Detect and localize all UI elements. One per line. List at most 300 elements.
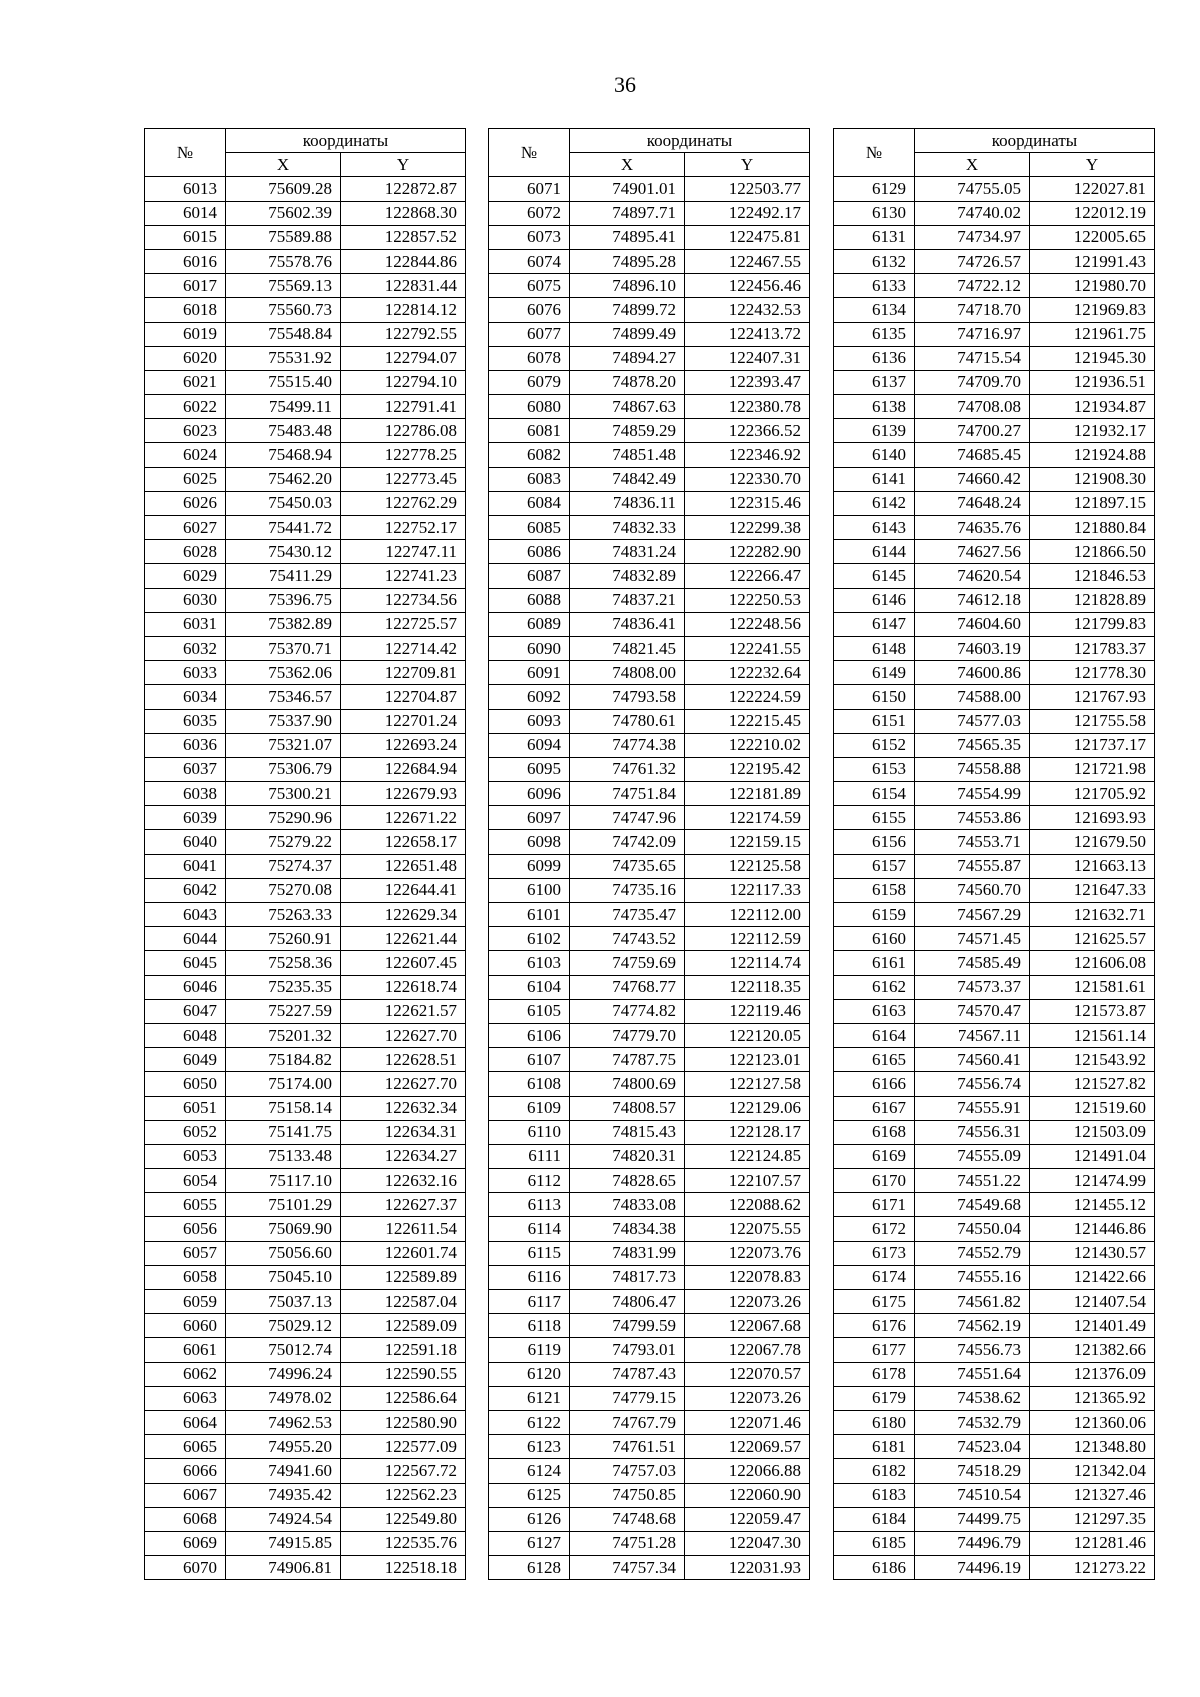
x-coordinate-cell: 74612.18 [915, 588, 1030, 612]
table-row [145, 830, 466, 854]
x-coordinate-cell: 74496.79 [915, 1531, 1030, 1555]
y-coordinate-cell: 122747.11 [341, 540, 466, 564]
table-row [145, 1120, 466, 1144]
table-row [834, 1096, 1155, 1120]
table-row [145, 443, 466, 467]
y-coordinate-cell: 121342.04 [1030, 1459, 1155, 1483]
table-row [145, 1410, 466, 1434]
table-row [489, 564, 810, 588]
table-row [834, 225, 1155, 249]
y-coordinate-cell: 121360.06 [1030, 1410, 1155, 1434]
table-row [145, 1023, 466, 1047]
table-row [489, 1169, 810, 1193]
table-row [145, 636, 466, 660]
point-number-cell: 6022 [145, 395, 226, 419]
table-row [834, 612, 1155, 636]
x-coordinate-cell: 74604.60 [915, 612, 1030, 636]
table-row [489, 467, 810, 491]
table-row [834, 395, 1155, 419]
header-y: Y [341, 153, 466, 177]
table-row [489, 491, 810, 515]
point-number-cell: 6071 [489, 177, 570, 201]
x-coordinate-cell: 74555.87 [915, 854, 1030, 878]
y-coordinate-cell: 122117.33 [685, 878, 810, 902]
y-coordinate-cell: 121348.80 [1030, 1435, 1155, 1459]
x-coordinate-cell: 74962.53 [226, 1410, 341, 1434]
x-coordinate-cell: 74899.49 [570, 322, 685, 346]
point-number-cell: 6061 [145, 1338, 226, 1362]
point-number-cell: 6075 [489, 274, 570, 298]
table-row [834, 1144, 1155, 1168]
y-coordinate-cell: 122224.59 [685, 685, 810, 709]
y-coordinate-cell: 121846.53 [1030, 564, 1155, 588]
y-coordinate-cell: 122073.26 [685, 1386, 810, 1410]
x-coordinate-cell: 74588.00 [915, 685, 1030, 709]
y-coordinate-cell: 122456.46 [685, 274, 810, 298]
point-number-cell: 6139 [834, 419, 915, 443]
y-coordinate-cell: 122475.81 [685, 225, 810, 249]
point-number-cell: 6169 [834, 1144, 915, 1168]
table-row [834, 999, 1155, 1023]
point-number-cell: 6059 [145, 1290, 226, 1314]
y-coordinate-cell: 122299.38 [685, 516, 810, 540]
x-coordinate-cell: 74735.65 [570, 854, 685, 878]
point-number-cell: 6032 [145, 636, 226, 660]
y-coordinate-cell: 122704.87 [341, 685, 466, 709]
table-row [489, 1072, 810, 1096]
table-row [145, 951, 466, 975]
table-row [489, 395, 810, 419]
x-coordinate-cell: 74808.00 [570, 661, 685, 685]
x-coordinate-cell: 74832.89 [570, 564, 685, 588]
x-coordinate-cell: 75411.29 [226, 564, 341, 588]
y-coordinate-cell: 122005.65 [1030, 225, 1155, 249]
y-coordinate-cell: 122794.07 [341, 346, 466, 370]
table-row [834, 661, 1155, 685]
table-row [834, 298, 1155, 322]
point-number-cell: 6118 [489, 1314, 570, 1338]
table-row [145, 1144, 466, 1168]
y-coordinate-cell: 122628.51 [341, 1048, 466, 1072]
point-number-cell: 6166 [834, 1072, 915, 1096]
y-coordinate-cell: 121491.04 [1030, 1144, 1155, 1168]
y-coordinate-cell: 122060.90 [685, 1483, 810, 1507]
point-number-cell: 6164 [834, 1023, 915, 1047]
x-coordinate-cell: 74767.79 [570, 1410, 685, 1434]
y-coordinate-cell: 121606.08 [1030, 951, 1155, 975]
point-number-cell: 6123 [489, 1435, 570, 1459]
table-row [489, 1507, 810, 1531]
point-number-cell: 6034 [145, 685, 226, 709]
table-row [145, 491, 466, 515]
table-row [489, 419, 810, 443]
y-coordinate-cell: 122059.47 [685, 1507, 810, 1531]
point-number-cell: 6152 [834, 733, 915, 757]
coordinates-table-2 [488, 128, 810, 1580]
x-coordinate-cell: 74627.56 [915, 540, 1030, 564]
point-number-cell: 6053 [145, 1144, 226, 1168]
point-number-cell: 6104 [489, 975, 570, 999]
point-number-cell: 6036 [145, 733, 226, 757]
table-row [489, 1314, 810, 1338]
y-coordinate-cell: 122632.16 [341, 1169, 466, 1193]
point-number-cell: 6129 [834, 177, 915, 201]
y-coordinate-cell: 122773.45 [341, 467, 466, 491]
point-number-cell: 6070 [145, 1556, 226, 1580]
point-number-cell: 6017 [145, 274, 226, 298]
y-coordinate-cell: 122366.52 [685, 419, 810, 443]
y-coordinate-cell: 121365.92 [1030, 1386, 1155, 1410]
table-row [834, 201, 1155, 225]
y-coordinate-cell: 122577.09 [341, 1435, 466, 1459]
table-row [834, 1386, 1155, 1410]
point-number-cell: 6016 [145, 249, 226, 273]
table-row [489, 516, 810, 540]
point-number-cell: 6048 [145, 1023, 226, 1047]
y-coordinate-cell: 122679.93 [341, 782, 466, 806]
y-coordinate-cell: 122492.17 [685, 201, 810, 225]
y-coordinate-cell: 121573.87 [1030, 999, 1155, 1023]
x-coordinate-cell: 74774.38 [570, 733, 685, 757]
y-coordinate-cell: 121527.82 [1030, 1072, 1155, 1096]
point-number-cell: 6037 [145, 757, 226, 781]
point-number-cell: 6184 [834, 1507, 915, 1531]
point-number-cell: 6040 [145, 830, 226, 854]
point-number-cell: 6033 [145, 661, 226, 685]
y-coordinate-cell: 122621.44 [341, 927, 466, 951]
x-coordinate-cell: 74906.81 [226, 1556, 341, 1580]
y-coordinate-cell: 122651.48 [341, 854, 466, 878]
y-coordinate-cell: 122047.30 [685, 1531, 810, 1555]
y-coordinate-cell: 121934.87 [1030, 395, 1155, 419]
table-row [489, 1338, 810, 1362]
table-row [145, 1265, 466, 1289]
table-row [834, 733, 1155, 757]
x-coordinate-cell: 74820.31 [570, 1144, 685, 1168]
x-coordinate-cell: 74518.29 [915, 1459, 1030, 1483]
table-row [834, 854, 1155, 878]
x-coordinate-cell: 74896.10 [570, 274, 685, 298]
x-coordinate-cell: 75069.90 [226, 1217, 341, 1241]
x-coordinate-cell: 74556.74 [915, 1072, 1030, 1096]
point-number-cell: 6062 [145, 1362, 226, 1386]
point-number-cell: 6174 [834, 1265, 915, 1289]
x-coordinate-cell: 75045.10 [226, 1265, 341, 1289]
table-row [834, 927, 1155, 951]
x-coordinate-cell: 75012.74 [226, 1338, 341, 1362]
y-coordinate-cell: 122627.70 [341, 1072, 466, 1096]
table-row [834, 636, 1155, 660]
y-coordinate-cell: 121446.86 [1030, 1217, 1155, 1241]
y-coordinate-cell: 122587.04 [341, 1290, 466, 1314]
point-number-cell: 6161 [834, 951, 915, 975]
point-number-cell: 6144 [834, 540, 915, 564]
x-coordinate-cell: 74751.28 [570, 1531, 685, 1555]
y-coordinate-cell: 122181.89 [685, 782, 810, 806]
x-coordinate-cell: 74867.63 [570, 395, 685, 419]
x-coordinate-cell: 74808.57 [570, 1096, 685, 1120]
y-coordinate-cell: 122709.81 [341, 661, 466, 685]
x-coordinate-cell: 74562.19 [915, 1314, 1030, 1338]
point-number-cell: 6116 [489, 1265, 570, 1289]
x-coordinate-cell: 74551.22 [915, 1169, 1030, 1193]
x-coordinate-cell: 75462.20 [226, 467, 341, 491]
y-coordinate-cell: 122248.56 [685, 612, 810, 636]
point-number-cell: 6058 [145, 1265, 226, 1289]
y-coordinate-cell: 122067.78 [685, 1338, 810, 1362]
y-coordinate-cell: 122621.57 [341, 999, 466, 1023]
x-coordinate-cell: 74815.43 [570, 1120, 685, 1144]
y-coordinate-cell: 122159.15 [685, 830, 810, 854]
point-number-cell: 6165 [834, 1048, 915, 1072]
table-row [834, 443, 1155, 467]
point-number-cell: 6088 [489, 588, 570, 612]
x-coordinate-cell: 74836.41 [570, 612, 685, 636]
y-coordinate-cell: 122752.17 [341, 516, 466, 540]
table-row [489, 322, 810, 346]
point-number-cell: 6142 [834, 491, 915, 515]
point-number-cell: 6145 [834, 564, 915, 588]
table-row [834, 1169, 1155, 1193]
y-coordinate-cell: 122012.19 [1030, 201, 1155, 225]
x-coordinate-cell: 74935.42 [226, 1483, 341, 1507]
point-number-cell: 6168 [834, 1120, 915, 1144]
y-coordinate-cell: 122589.09 [341, 1314, 466, 1338]
y-coordinate-cell: 122067.68 [685, 1314, 810, 1338]
point-number-cell: 6099 [489, 854, 570, 878]
x-coordinate-cell: 75499.11 [226, 395, 341, 419]
table-row [489, 225, 810, 249]
y-coordinate-cell: 122073.26 [685, 1290, 810, 1314]
point-number-cell: 6134 [834, 298, 915, 322]
x-coordinate-cell: 75300.21 [226, 782, 341, 806]
table-row [145, 177, 466, 201]
table-row [834, 1120, 1155, 1144]
y-coordinate-cell: 122282.90 [685, 540, 810, 564]
table-row [145, 346, 466, 370]
table-row [834, 830, 1155, 854]
x-coordinate-cell: 74716.97 [915, 322, 1030, 346]
y-coordinate-cell: 122195.42 [685, 757, 810, 781]
table-row [145, 1217, 466, 1241]
point-number-cell: 6103 [489, 951, 570, 975]
x-coordinate-cell: 74774.82 [570, 999, 685, 1023]
x-coordinate-cell: 75184.82 [226, 1048, 341, 1072]
y-coordinate-cell: 122872.87 [341, 177, 466, 201]
x-coordinate-cell: 74726.57 [915, 249, 1030, 273]
table-row [145, 709, 466, 733]
table-row [145, 1435, 466, 1459]
point-number-cell: 6078 [489, 346, 570, 370]
header-coordinates: координаты [226, 129, 466, 153]
point-number-cell: 6186 [834, 1556, 915, 1580]
point-number-cell: 6084 [489, 491, 570, 515]
table-row [145, 1314, 466, 1338]
page-number: 36 [614, 72, 636, 97]
x-coordinate-cell: 74955.20 [226, 1435, 341, 1459]
table-row [834, 1338, 1155, 1362]
point-number-cell: 6031 [145, 612, 226, 636]
table-row [834, 249, 1155, 273]
table-row [489, 1048, 810, 1072]
point-number-cell: 6042 [145, 878, 226, 902]
x-coordinate-cell: 75227.59 [226, 999, 341, 1023]
x-coordinate-cell: 74793.58 [570, 685, 685, 709]
table-row [145, 249, 466, 273]
x-coordinate-cell: 74747.96 [570, 806, 685, 830]
point-number-cell: 6150 [834, 685, 915, 709]
point-number-cell: 6158 [834, 878, 915, 902]
table-row [145, 1193, 466, 1217]
y-coordinate-cell: 122814.12 [341, 298, 466, 322]
y-coordinate-cell: 121778.30 [1030, 661, 1155, 685]
point-number-cell: 6106 [489, 1023, 570, 1047]
x-coordinate-cell: 75337.90 [226, 709, 341, 733]
point-number-cell: 6021 [145, 370, 226, 394]
table-row [145, 467, 466, 491]
table-row [145, 999, 466, 1023]
point-number-cell: 6068 [145, 1507, 226, 1531]
x-coordinate-cell: 74538.62 [915, 1386, 1030, 1410]
x-coordinate-cell: 74600.86 [915, 661, 1030, 685]
x-coordinate-cell: 74715.54 [915, 346, 1030, 370]
y-coordinate-cell: 121647.33 [1030, 878, 1155, 902]
point-number-cell: 6093 [489, 709, 570, 733]
point-number-cell: 6056 [145, 1217, 226, 1241]
x-coordinate-cell: 74743.52 [570, 927, 685, 951]
point-number-cell: 6094 [489, 733, 570, 757]
y-coordinate-cell: 122658.17 [341, 830, 466, 854]
y-coordinate-cell: 121961.75 [1030, 322, 1155, 346]
x-coordinate-cell: 74837.21 [570, 588, 685, 612]
point-number-cell: 6029 [145, 564, 226, 588]
table-row [489, 1193, 810, 1217]
y-coordinate-cell: 122112.00 [685, 903, 810, 927]
point-number-cell: 6185 [834, 1531, 915, 1555]
point-number-cell: 6149 [834, 661, 915, 685]
y-coordinate-cell: 122432.53 [685, 298, 810, 322]
x-coordinate-cell: 74549.68 [915, 1193, 1030, 1217]
y-coordinate-cell: 122792.55 [341, 322, 466, 346]
point-number-cell: 6089 [489, 612, 570, 636]
x-coordinate-cell: 75560.73 [226, 298, 341, 322]
x-coordinate-cell: 74996.24 [226, 1362, 341, 1386]
x-coordinate-cell: 74571.45 [915, 927, 1030, 951]
table-row [145, 225, 466, 249]
x-coordinate-cell: 74978.02 [226, 1386, 341, 1410]
x-coordinate-cell: 75029.12 [226, 1314, 341, 1338]
y-coordinate-cell: 122107.57 [685, 1169, 810, 1193]
y-coordinate-cell: 122591.18 [341, 1338, 466, 1362]
x-coordinate-cell: 74831.99 [570, 1241, 685, 1265]
point-number-cell: 6127 [489, 1531, 570, 1555]
table-row [145, 757, 466, 781]
point-number-cell: 6066 [145, 1459, 226, 1483]
x-coordinate-cell: 74878.20 [570, 370, 685, 394]
table-row [489, 588, 810, 612]
point-number-cell: 6138 [834, 395, 915, 419]
point-number-cell: 6025 [145, 467, 226, 491]
x-coordinate-cell: 74735.16 [570, 878, 685, 902]
x-coordinate-cell: 74750.85 [570, 1483, 685, 1507]
y-coordinate-cell: 122241.55 [685, 636, 810, 660]
x-coordinate-cell: 75548.84 [226, 322, 341, 346]
x-coordinate-cell: 74800.69 [570, 1072, 685, 1096]
table-row [834, 878, 1155, 902]
table-row [145, 516, 466, 540]
point-number-cell: 6135 [834, 322, 915, 346]
x-coordinate-cell: 75346.57 [226, 685, 341, 709]
x-coordinate-cell: 74499.75 [915, 1507, 1030, 1531]
x-coordinate-cell: 75370.71 [226, 636, 341, 660]
point-number-cell: 6131 [834, 225, 915, 249]
x-coordinate-cell: 74894.27 [570, 346, 685, 370]
point-number-cell: 6112 [489, 1169, 570, 1193]
point-number-cell: 6115 [489, 1241, 570, 1265]
x-coordinate-cell: 74553.71 [915, 830, 1030, 854]
x-coordinate-cell: 75483.48 [226, 419, 341, 443]
y-coordinate-cell: 122586.64 [341, 1386, 466, 1410]
table-row [834, 1362, 1155, 1386]
y-coordinate-cell: 122066.88 [685, 1459, 810, 1483]
table-row [489, 830, 810, 854]
x-coordinate-cell: 74895.41 [570, 225, 685, 249]
x-coordinate-cell: 74552.79 [915, 1241, 1030, 1265]
y-coordinate-cell: 121828.89 [1030, 588, 1155, 612]
y-coordinate-cell: 122629.34 [341, 903, 466, 927]
table-row [489, 733, 810, 757]
y-coordinate-cell: 121767.93 [1030, 685, 1155, 709]
point-number-cell: 6090 [489, 636, 570, 660]
x-coordinate-cell: 74708.08 [915, 395, 1030, 419]
table-row [489, 177, 810, 201]
point-number-cell: 6028 [145, 540, 226, 564]
x-coordinate-cell: 75260.91 [226, 927, 341, 951]
point-number-cell: 6109 [489, 1096, 570, 1120]
table-row [489, 878, 810, 902]
table-row [489, 612, 810, 636]
point-number-cell: 6154 [834, 782, 915, 806]
point-number-cell: 6147 [834, 612, 915, 636]
table-row [145, 685, 466, 709]
table-row [145, 854, 466, 878]
y-coordinate-cell: 122174.59 [685, 806, 810, 830]
y-coordinate-cell: 122611.54 [341, 1217, 466, 1241]
y-coordinate-cell: 121737.17 [1030, 733, 1155, 757]
x-coordinate-cell: 74660.42 [915, 467, 1030, 491]
x-coordinate-cell: 75141.75 [226, 1120, 341, 1144]
y-coordinate-cell: 122868.30 [341, 201, 466, 225]
x-coordinate-cell: 74585.49 [915, 951, 1030, 975]
point-number-cell: 6073 [489, 225, 570, 249]
point-number-cell: 6049 [145, 1048, 226, 1072]
point-number-cell: 6072 [489, 201, 570, 225]
point-number-cell: 6181 [834, 1435, 915, 1459]
x-coordinate-cell: 74924.54 [226, 1507, 341, 1531]
y-coordinate-cell: 121430.57 [1030, 1241, 1155, 1265]
y-coordinate-cell: 122069.57 [685, 1435, 810, 1459]
table-row [489, 757, 810, 781]
y-coordinate-cell: 122701.24 [341, 709, 466, 733]
point-number-cell: 6020 [145, 346, 226, 370]
table-row [145, 588, 466, 612]
header-x: X [226, 153, 341, 177]
x-coordinate-cell: 74556.73 [915, 1338, 1030, 1362]
x-coordinate-cell: 74899.72 [570, 298, 685, 322]
table-row [489, 806, 810, 830]
x-coordinate-cell: 75037.13 [226, 1290, 341, 1314]
y-coordinate-cell: 122413.72 [685, 322, 810, 346]
